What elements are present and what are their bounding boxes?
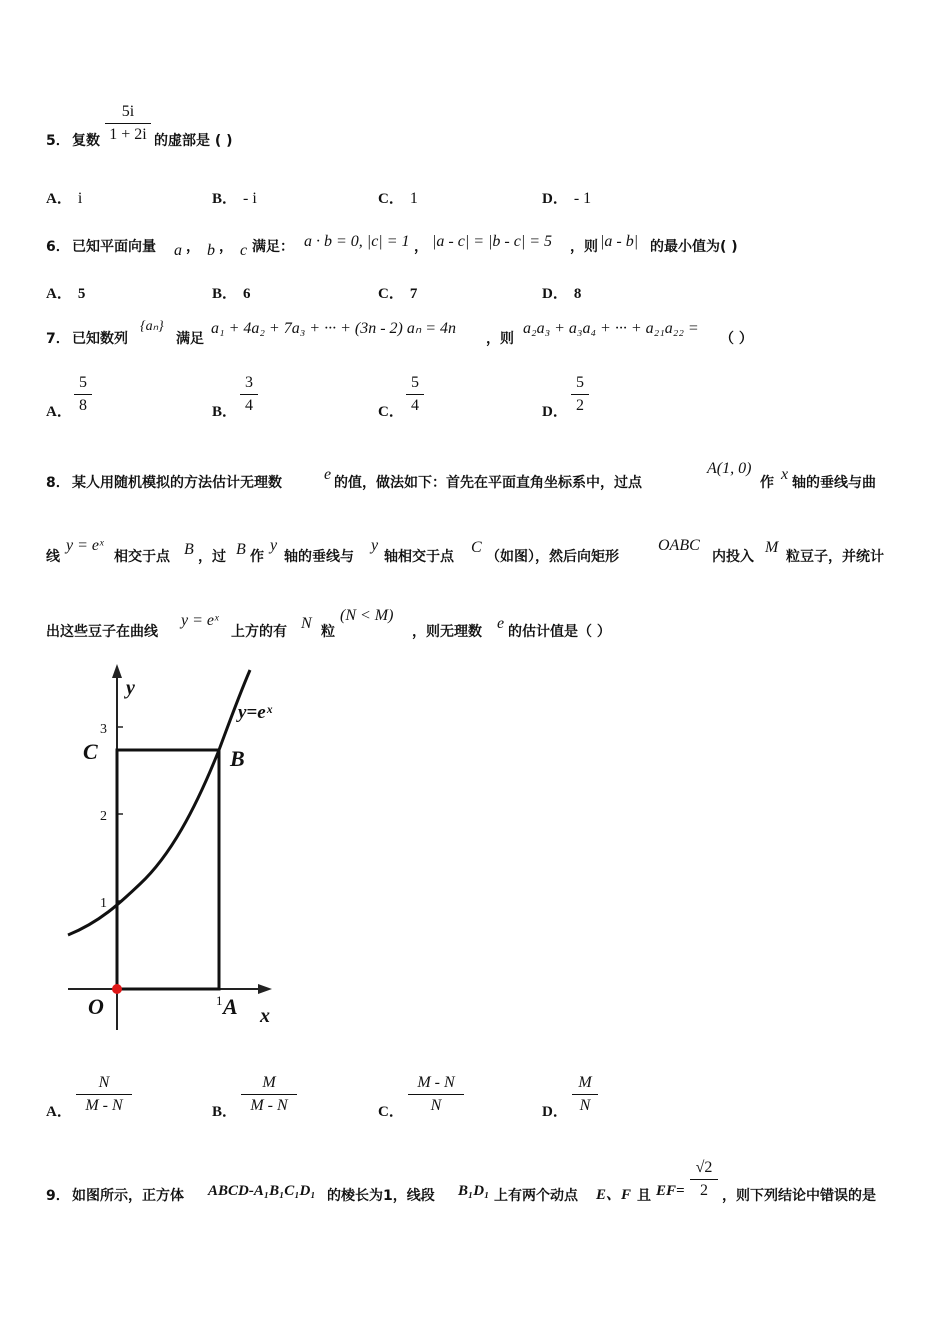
vector-c: c [240, 242, 248, 259]
question-text: 上方的有 [231, 624, 287, 640]
condition-label: 满足： [252, 239, 294, 255]
target-expression: |a - b| [600, 233, 639, 250]
curve-expression: y = eˣ [181, 612, 219, 629]
fraction-denominator: 1 + 2i [109, 126, 147, 143]
exponential-curve-figure [60, 660, 320, 1040]
question-text: ，则下列结论中错误的是 [722, 1188, 876, 1204]
label-b: B [230, 746, 245, 771]
question-stem: 已知平面向量 [72, 239, 156, 255]
points-ef: E、F [596, 1187, 632, 1203]
label-o: O [88, 994, 104, 1019]
question-stem-suffix: 的最小值为( ) [650, 239, 738, 255]
equation: a₁ + 4a₂ + 7a₃ + ··· + (3n - 2) aₙ = 4n [211, 320, 457, 337]
x-axis-arrow [258, 984, 272, 994]
x-axis-label: x [260, 1005, 270, 1027]
question-text: 粒豆子，并统计 [786, 549, 884, 565]
question-text: 的估计值是（ ） [508, 624, 611, 640]
vector-b: b [207, 242, 215, 259]
separator: ， [414, 239, 428, 255]
point-c: C [471, 539, 482, 556]
condition-1: a · b = 0, |c| = 1 [304, 233, 410, 250]
label-a: A [223, 994, 238, 1019]
condition-label: 满足 [176, 331, 204, 347]
question-stem-suffix: 的虚部是 ( ) [154, 133, 233, 149]
question-text: 内投入 [712, 549, 754, 565]
math-n: N [301, 615, 312, 632]
segment-name: B₁D₁ [458, 1183, 490, 1199]
question-text: 轴的垂线与曲 [792, 475, 876, 491]
option-c: C． 7 [378, 286, 418, 302]
question-text: 轴相交于点 [384, 549, 454, 565]
separator: ， [186, 239, 200, 255]
option-d: D． 8 [542, 286, 582, 302]
question-text: 的棱长为1，线段 [327, 1188, 435, 1204]
question-number: 6． [46, 239, 70, 255]
curve-expression: y = eˣ [66, 537, 104, 554]
question-stem: 已知数列 [72, 331, 128, 347]
math-e: e [497, 615, 505, 632]
question-text: 相交于点 [114, 549, 170, 565]
math-m: M [765, 539, 779, 556]
option-a: A． i [46, 190, 83, 207]
question-stem: 复数 [72, 133, 100, 149]
ef-label: EF= [656, 1183, 685, 1199]
question-text: 的值，做法如下：首先在平面直角坐标系中，过点 [334, 475, 642, 491]
question-text: ，过 [198, 549, 226, 565]
vector-a: a [174, 242, 182, 259]
question-text: 某人用随机模拟的方法估计无理数 [72, 475, 282, 491]
fraction [690, 1158, 718, 1201]
rectangle-name: OABC [658, 537, 700, 554]
curve-y-ex [68, 670, 250, 935]
math-y: y [270, 537, 278, 554]
fraction-numerator: √2 [695, 1159, 713, 1176]
question-stem-suffix: （ ） [720, 331, 753, 347]
fraction-numerator: 5i [121, 103, 135, 120]
fraction-denominator: 2 [700, 1182, 708, 1199]
tick-label-3: 3 [100, 722, 107, 737]
separator: ，则 [486, 331, 514, 347]
separator: ，则 [570, 239, 598, 255]
question-text: ，则无理数 [412, 624, 482, 640]
cube-name: ABCD-A₁B₁C₁D₁ [208, 1183, 316, 1199]
option-a: A． 5 [46, 286, 86, 302]
point-b: B [236, 541, 246, 558]
tick-label-1: 1 [100, 896, 107, 911]
label-c: C [83, 739, 98, 764]
question-number: 9． [46, 1188, 70, 1204]
question-text: 粒 [321, 624, 335, 640]
option-c: C． 1 [378, 190, 418, 207]
option-d: D． - 1 [542, 190, 592, 207]
question-text: 如图所示，正方体 [72, 1188, 184, 1204]
question-text: 作 [250, 549, 264, 565]
sum-expression: a₂a₃ + a₃a₄ + ··· + a₂₁a₂₂ = [523, 320, 699, 337]
point-b: B [184, 541, 194, 558]
tick-label-2: 2 [100, 809, 107, 824]
question-text: 且 [637, 1188, 651, 1204]
question-text: 作 [760, 475, 774, 491]
option-b: B． - i [212, 190, 257, 207]
math-x: x [781, 466, 789, 483]
math-e: e [324, 466, 332, 483]
question-text: 轴的垂线与 [284, 549, 354, 565]
question-number: 8． [46, 475, 70, 491]
condition-2: |a - c| = |b - c| = 5 [432, 233, 553, 250]
option-b: B． 6 [212, 286, 251, 302]
question-number: 5． [46, 133, 70, 149]
separator: ， [219, 239, 233, 255]
y-axis-label: y [126, 677, 135, 699]
question-text: 上有两个动点 [494, 1188, 578, 1204]
question-text: （如图），然后向矩形 [486, 549, 619, 565]
origin-point [112, 984, 122, 994]
y-axis-arrow [112, 664, 122, 678]
curve-label: y=eˣ [238, 702, 273, 723]
tick-label-x1: 1 [216, 993, 223, 1008]
point-a: A(1, 0) [707, 460, 752, 477]
condition: (N < M) [340, 607, 394, 624]
fraction [105, 102, 151, 145]
math-y: y [371, 537, 379, 554]
question-number: 7． [46, 331, 70, 347]
question-text: 线 [46, 549, 60, 565]
question-text: 出这些豆子在曲线 [46, 624, 158, 640]
sequence: {aₙ} [140, 319, 164, 334]
